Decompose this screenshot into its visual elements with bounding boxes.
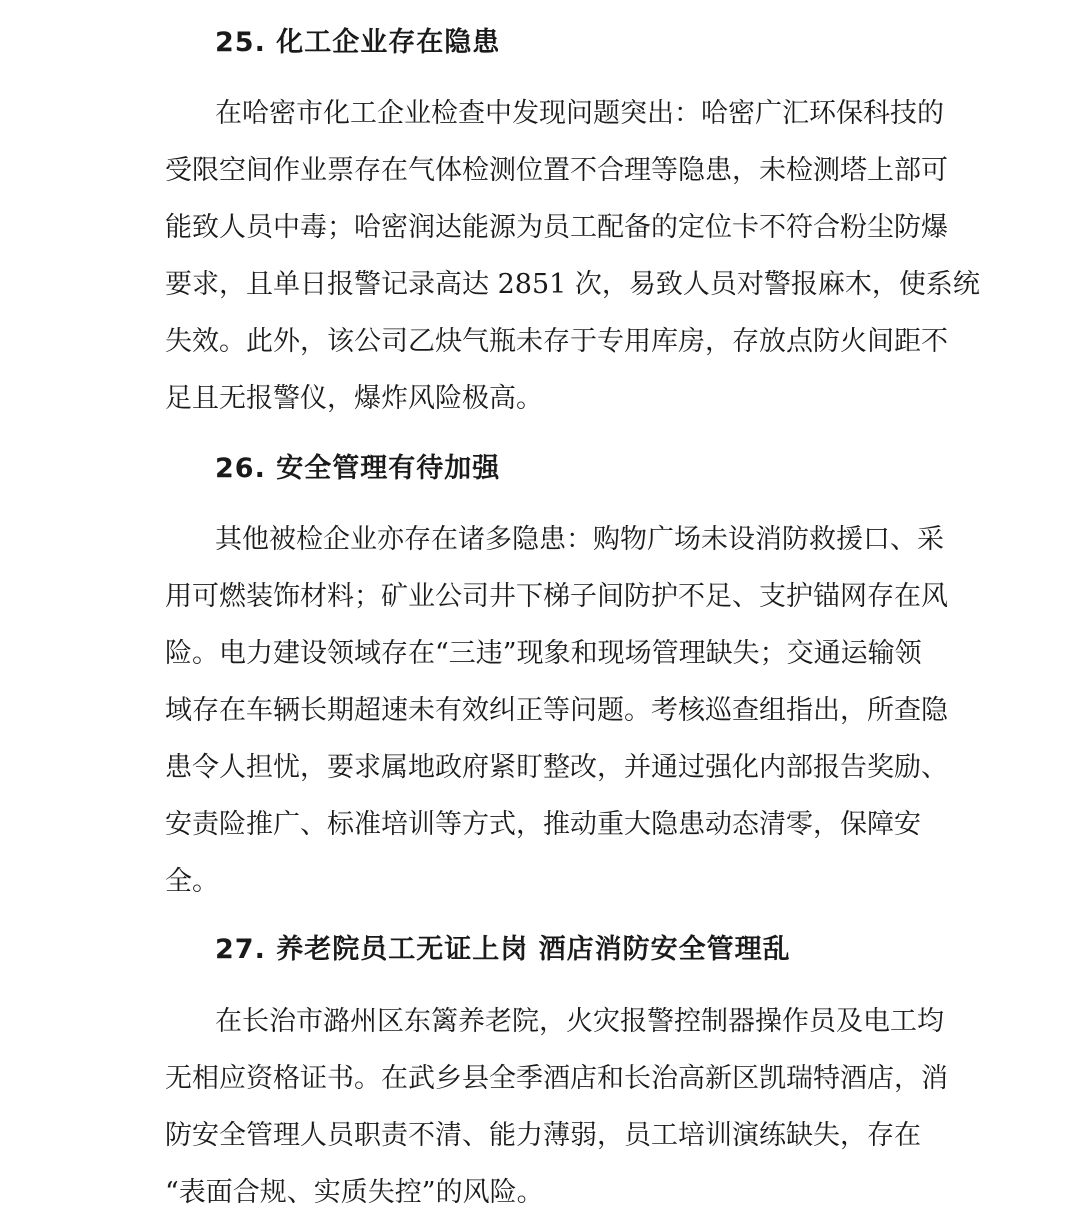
section-27-paragraph	[165, 993, 948, 1221]
section-27-heading: 27. 养老院员工无证上岗 酒店消防安全管理乱	[215, 934, 791, 965]
paragraph-line: 在哈密市化工企业检查中发现问题突出：哈密广汇环保科技的	[215, 98, 944, 129]
section-26-paragraph	[165, 511, 948, 910]
paragraph-line: 其他被检企业亦存在诸多隐患：购物广场未设消防救援口、采	[215, 524, 944, 555]
paragraph-line: 患令人担忧，要求属地政府紧盯整改，并通过强化内部报告奖励、	[165, 752, 948, 783]
paragraph-line: 全。	[165, 866, 219, 897]
paragraph-line: 在长治市潞州区东篱养老院，火灾报警控制器操作员及电工均	[215, 1006, 944, 1037]
paragraph-line: “表面合规、实质失控”的风险。	[165, 1177, 544, 1208]
paragraph-line: 域存在车辆长期超速未有效纠正等问题。考核巡查组指出，所查隐	[165, 695, 948, 726]
section-25-heading: 25. 化工企业存在隐患	[215, 27, 501, 58]
paragraph-line: 用可燃装饰材料；矿业公司井下梯子间防护不足、支护锚网存在风	[165, 581, 948, 612]
paragraph-line: 安责险推广、标准培训等方式，推动重大隐患动态清零，保障安	[165, 809, 921, 840]
paragraph-line: 防安全管理人员职责不清、能力薄弱，员工培训演练缺失，存在	[165, 1120, 921, 1151]
section-26-heading: 26. 安全管理有待加强	[215, 453, 501, 484]
paragraph-line: 无相应资格证书。在武乡县全季酒店和长治高新区凯瑞特酒店，消	[165, 1063, 948, 1094]
paragraph-line: 足且无报警仪，爆炸风险极高。	[165, 383, 543, 414]
paragraph-line: 能致人员中毒；哈密润达能源为员工配备的定位卡不符合粉尘防爆	[165, 212, 948, 243]
paragraph-line: 失效。此外，该公司乙炔气瓶未存于专用库房，存放点防火间距不	[165, 326, 948, 357]
paragraph-line: 受限空间作业票存在气体检测位置不合理等隐患，未检测塔上部可	[165, 155, 948, 186]
paragraph-line: 要求，且单日报警记录高达 2851 次，易致人员对警报麻木，使系统	[165, 269, 980, 300]
section-25-paragraph	[165, 85, 980, 427]
paragraph-line: 险。电力建设领域存在“三违”现象和现场管理缺失；交通运输领	[165, 638, 922, 669]
